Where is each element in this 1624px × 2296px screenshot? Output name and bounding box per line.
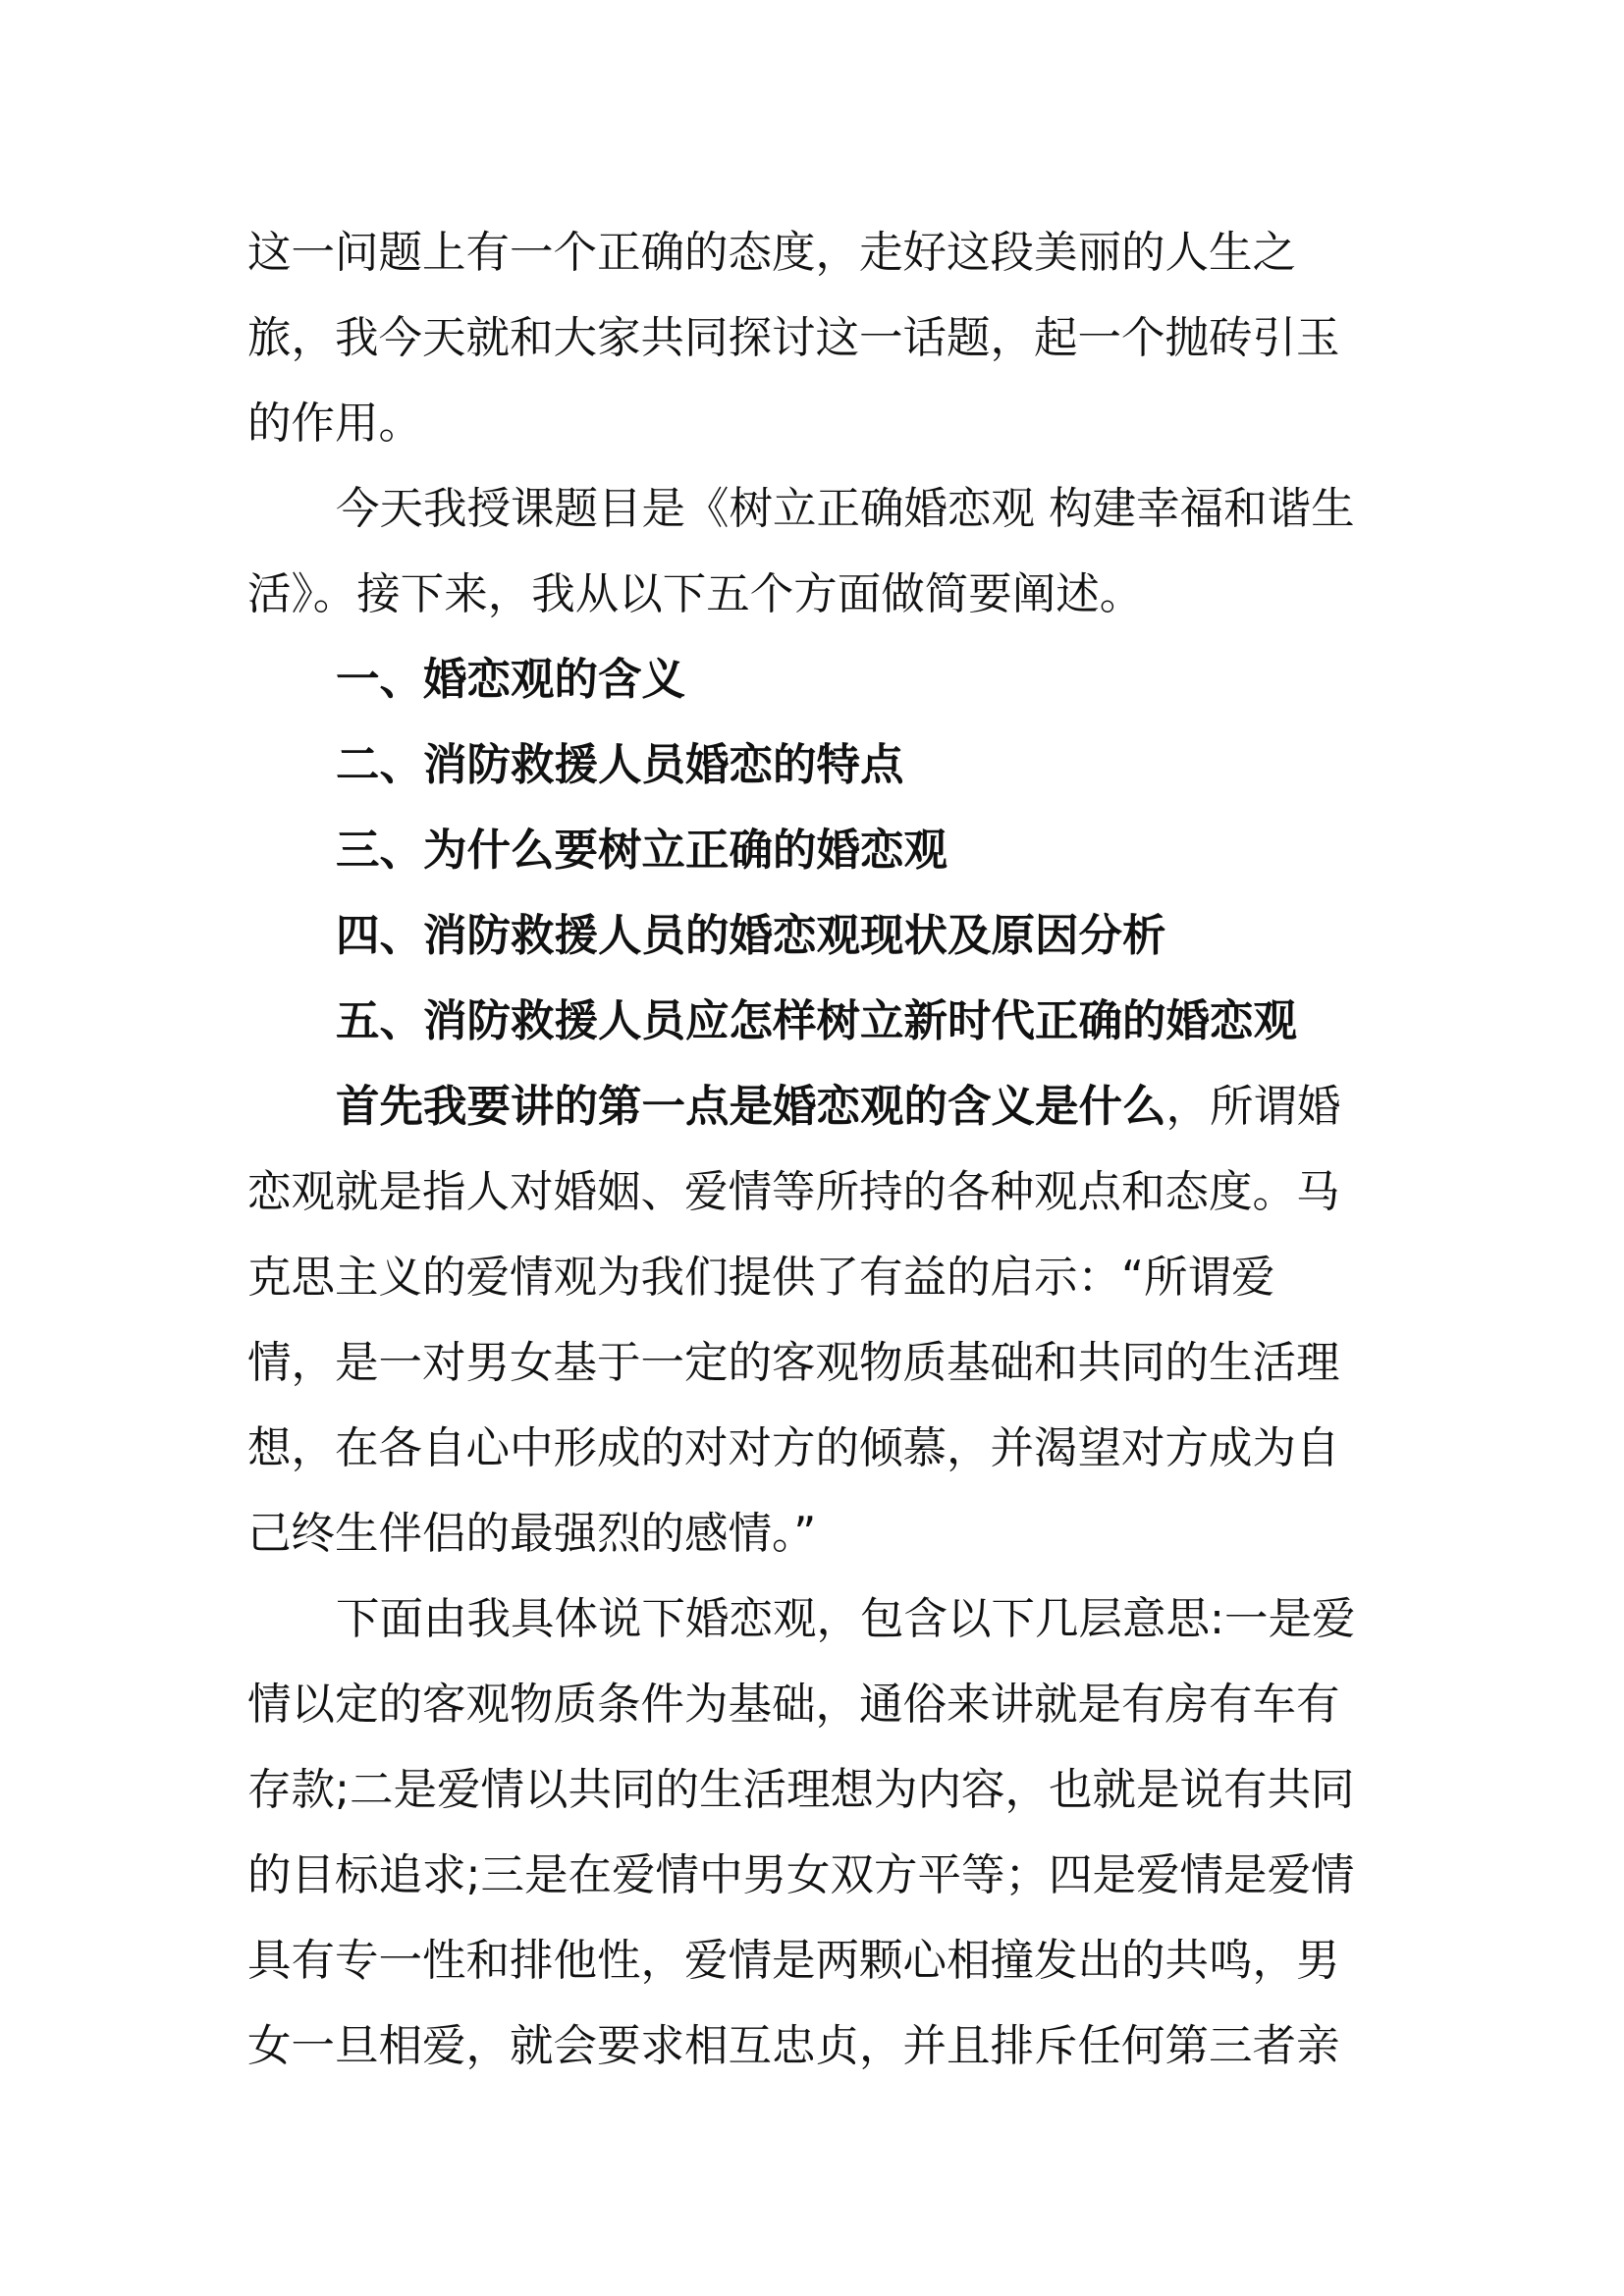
text-line: 下面由我具体说下婚恋观，包含以下几层意思:一是爱 <box>336 1594 1356 1644</box>
text-line: 情以定的客观物质条件为基础，通俗来讲就是有房有车有 <box>247 1680 1340 1730</box>
text-span: ，所谓婚 <box>1165 1082 1341 1132</box>
text-line: 克思主义的爱情观为我们提供了有益的启示：“所谓爱 <box>247 1253 1275 1303</box>
outline-item-5: 五、消防救援人员应怎样树立新时代正确的婚恋观 <box>336 996 1298 1046</box>
text-line: 的作用。 <box>247 399 423 449</box>
text-line <box>336 1078 1341 1137</box>
text-line: 情，是一对男女基于一定的客观物质基础和共同的生活理 <box>247 1338 1340 1388</box>
outline-item-4: 四、消防救援人员的婚恋观现状及原因分析 <box>336 911 1166 961</box>
text-line: 活》。接下来，我从以下五个方面做简要阐述。 <box>247 569 1144 619</box>
text-line: 女一旦相爱，就会要求相互忠贞，并且排斥任何第三者亲 <box>247 2021 1340 2071</box>
text-line: 今天我授课题目是《树立正确婚恋观 构建幸福和谐生 <box>336 484 1355 534</box>
text-line: 己终生伴侣的最强烈的感情。” <box>247 1509 817 1559</box>
text-line: 的目标追求;三是在爱情中男女双方平等；四是爱情是爱情 <box>247 1850 1355 1900</box>
text-line: 想，在各自心中形成的对对方的倾慕，并渴望对方成为自 <box>247 1423 1340 1473</box>
text-line: 恋观就是指人对婚姻、爱情等所持的各种观点和态度。马 <box>247 1167 1340 1217</box>
text-line: 旅，我今天就和大家共同探讨这一话题，起一个抛砖引玉 <box>247 313 1340 363</box>
outline-item-3: 三、为什么要树立正确的婚恋观 <box>336 826 948 876</box>
text-line: 这一问题上有一个正确的态度，走好这段美丽的人生之 <box>247 228 1297 278</box>
text-line: 存款;二是爱情以共同的生活理想为内容，也就是说有共同 <box>247 1765 1355 1815</box>
text-line: 具有专一性和排他性，爱情是两颗心相撞发出的共鸣，男 <box>247 1936 1340 1986</box>
bold-lead-text: 首先我要讲的第一点是婚恋观的含义是什么 <box>336 1082 1166 1132</box>
outline-item-1: 一、婚恋观的含义 <box>336 655 686 705</box>
outline-item-2: 二、消防救援人员婚恋的特点 <box>336 740 904 790</box>
